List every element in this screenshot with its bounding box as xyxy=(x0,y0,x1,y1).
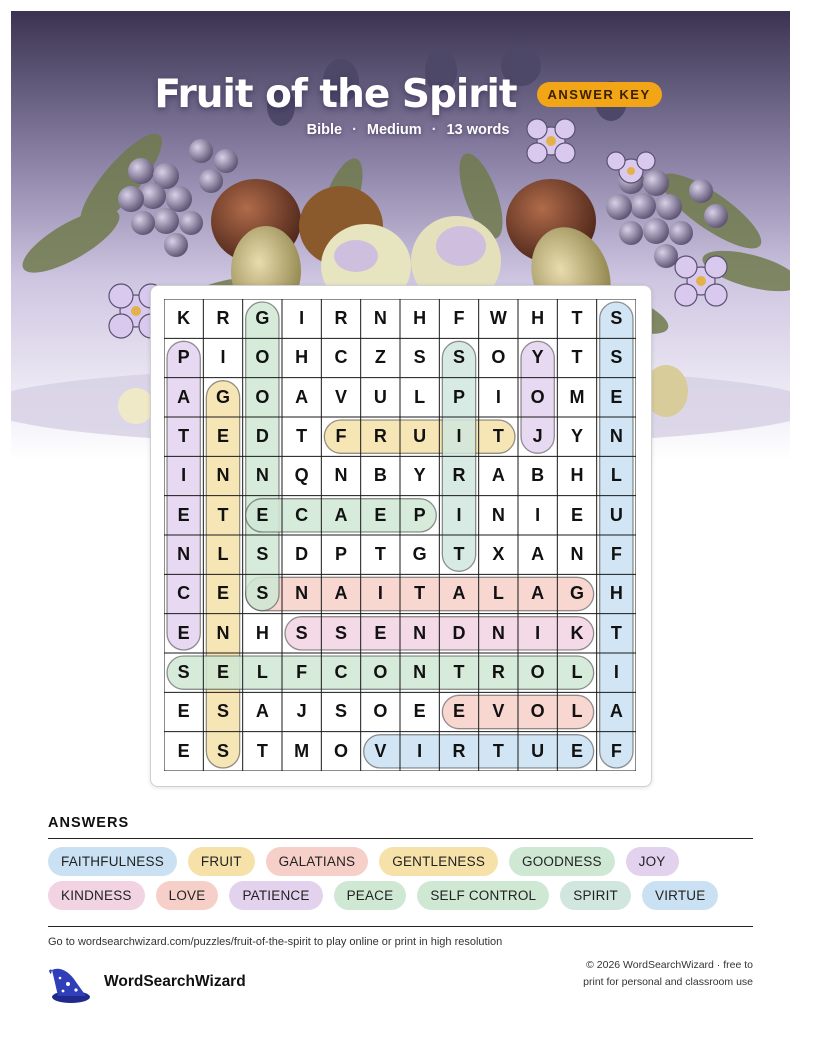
grid-cell[interactable]: E xyxy=(452,701,465,722)
grid-cell[interactable]: S xyxy=(256,583,269,604)
grid-cell[interactable]: T xyxy=(571,347,583,368)
grid-cell[interactable]: I xyxy=(535,622,541,643)
grid-cell[interactable]: S xyxy=(256,544,269,565)
grid-cell[interactable]: K xyxy=(570,622,584,643)
grid-cell[interactable]: F xyxy=(610,544,622,565)
grid-cell[interactable]: D xyxy=(295,544,309,565)
answer-chip-joy: JOY xyxy=(626,847,679,876)
grid-cell[interactable]: J xyxy=(532,426,543,447)
grid-cell[interactable]: N xyxy=(491,504,505,525)
grid-cell[interactable]: C xyxy=(177,583,191,604)
divider xyxy=(48,926,753,927)
grid-cell[interactable]: E xyxy=(256,504,269,525)
grid-cell[interactable]: L xyxy=(571,701,583,722)
grid-cell[interactable]: S xyxy=(413,347,426,368)
grid-cell[interactable]: A xyxy=(452,583,466,604)
grid-cell[interactable]: A xyxy=(177,386,191,407)
grid-cell[interactable]: G xyxy=(255,308,270,329)
grid-cell[interactable]: V xyxy=(374,740,387,761)
grid-cell[interactable]: T xyxy=(414,583,426,604)
grid-cell[interactable]: I xyxy=(417,740,423,761)
grid-cell[interactable]: L xyxy=(571,662,583,683)
grid-cell[interactable]: E xyxy=(177,701,190,722)
copyright-text: © 2026 WordSearchWizard · free to print for personal and classroom use xyxy=(583,959,753,988)
grid-cell[interactable]: U xyxy=(373,386,387,407)
answer-chip-peace: PEACE xyxy=(334,881,407,910)
difficulty-label: Medium xyxy=(366,122,422,138)
grid-cell[interactable]: Y xyxy=(531,347,544,368)
grid-cell[interactable]: E xyxy=(177,740,190,761)
answer-chip-goodness: GOODNESS xyxy=(509,847,615,876)
grid-cell[interactable]: T xyxy=(492,740,504,761)
meta-separator: · xyxy=(431,122,437,138)
grid-cell[interactable]: Y xyxy=(413,465,426,486)
grid-cell[interactable]: R xyxy=(452,465,466,486)
grid-cell[interactable]: R xyxy=(452,740,466,761)
grid-cell[interactable]: T xyxy=(610,622,622,643)
answers-list xyxy=(48,847,758,910)
grid-cell[interactable]: T xyxy=(453,662,465,683)
grid-cell[interactable]: O xyxy=(373,662,388,683)
grid-cell[interactable]: O xyxy=(530,701,545,722)
grid-cell[interactable]: S xyxy=(216,701,229,722)
page-title: Fruit of the Spirit xyxy=(154,72,517,117)
category-label: Bible xyxy=(306,122,343,138)
grid-cell[interactable]: N xyxy=(373,308,387,329)
grid-cell[interactable]: E xyxy=(177,504,190,525)
grid-cell[interactable]: T xyxy=(178,426,190,447)
divider xyxy=(48,838,753,839)
grid-cell[interactable]: L xyxy=(414,386,426,407)
brand-name[interactable]: WordSearchWizard xyxy=(104,973,246,990)
grid-cell[interactable]: I xyxy=(535,504,541,525)
grid-cell[interactable]: S xyxy=(334,701,347,722)
grid-cell[interactable]: K xyxy=(177,308,191,329)
grid-cell[interactable]: O xyxy=(491,347,506,368)
grid-cell[interactable]: E xyxy=(216,426,229,447)
grid-cell[interactable]: M xyxy=(569,386,585,407)
grid-cell[interactable]: Z xyxy=(374,347,386,368)
grid-cell[interactable]: E xyxy=(374,622,387,643)
grid-cell[interactable]: I xyxy=(377,583,383,604)
grid-cell[interactable]: N xyxy=(491,622,505,643)
grid-cell[interactable]: M xyxy=(294,740,310,761)
grid-cell[interactable]: N xyxy=(609,426,623,447)
grid-cell[interactable]: E xyxy=(216,583,229,604)
grid-cell[interactable]: A xyxy=(531,544,545,565)
grid-cell[interactable]: E xyxy=(570,504,583,525)
grid-cell[interactable]: C xyxy=(295,504,309,525)
grid-cell[interactable]: L xyxy=(256,662,268,683)
grid-cell[interactable]: B xyxy=(531,465,545,486)
answer-chip-self-control: SELF CONTROL xyxy=(417,881,549,910)
grid-cell[interactable]: X xyxy=(492,544,505,565)
grid-cell[interactable]: O xyxy=(255,347,270,368)
grid-cell[interactable]: Y xyxy=(570,426,583,447)
grid-cell[interactable]: N xyxy=(413,622,427,643)
grid-cell[interactable]: O xyxy=(373,701,388,722)
grid-cell[interactable]: U xyxy=(531,740,545,761)
grid-cell[interactable]: D xyxy=(255,426,269,447)
meta-separator: · xyxy=(352,122,357,138)
grid-cell[interactable]: F xyxy=(453,308,465,329)
grid-cell[interactable]: R xyxy=(373,426,387,447)
title-row xyxy=(0,72,816,117)
grid-cell[interactable]: A xyxy=(334,504,348,525)
grid-cell[interactable]: F xyxy=(296,662,308,683)
grid-cell[interactable]: H xyxy=(570,465,584,486)
grid-cell[interactable]: I xyxy=(456,426,462,447)
grid-cell[interactable]: S xyxy=(295,622,308,643)
grid-cell[interactable]: O xyxy=(530,386,545,407)
grid-cell[interactable]: L xyxy=(217,544,229,565)
grid-cell[interactable]: S xyxy=(177,662,190,683)
answer-chip-spirit: SPIRIT xyxy=(560,881,631,910)
grid-cell[interactable]: H xyxy=(255,622,269,643)
grid-cell[interactable]: H xyxy=(609,583,623,604)
grid-cell[interactable]: G xyxy=(569,583,584,604)
grid-cell[interactable]: A xyxy=(491,465,505,486)
wizard-hat-icon xyxy=(46,962,92,1006)
grid-cell[interactable]: I xyxy=(613,662,619,683)
grid-cell[interactable]: R xyxy=(216,308,230,329)
puzzle-meta xyxy=(0,122,816,138)
answer-chip-gentleness: GENTLENESS xyxy=(379,847,498,876)
grid-cell[interactable]: V xyxy=(492,701,505,722)
grid-cell[interactable]: A xyxy=(255,701,269,722)
grid-cell[interactable]: O xyxy=(255,386,270,407)
grid-cell[interactable]: A xyxy=(295,386,309,407)
answer-chip-virtue: VIRTUE xyxy=(642,881,718,910)
grid-cell[interactable]: D xyxy=(452,622,466,643)
grid-cell[interactable]: T xyxy=(256,740,268,761)
grid-cell[interactable]: R xyxy=(491,662,505,683)
grid-cell[interactable]: J xyxy=(296,701,307,722)
grid-cells xyxy=(164,299,636,771)
grid-cell[interactable]: F xyxy=(335,426,347,447)
grid-cell[interactable]: E xyxy=(374,504,387,525)
grid-cell[interactable]: I xyxy=(220,347,226,368)
grid-cell[interactable]: E xyxy=(413,701,426,722)
grid-cell[interactable]: A xyxy=(609,701,623,722)
grid-cell[interactable]: O xyxy=(333,740,348,761)
answer-chip-galatians: GALATIANS xyxy=(266,847,369,876)
grid-cell[interactable]: S xyxy=(452,347,465,368)
answers-heading: ANSWERS xyxy=(48,815,130,831)
grid-cell[interactable]: E xyxy=(570,740,583,761)
answer-chip-faithfulness: FAITHFULNESS xyxy=(48,847,177,876)
grid-cell[interactable]: C xyxy=(334,347,348,368)
grid-cell[interactable]: P xyxy=(452,386,465,407)
grid-cell[interactable]: S xyxy=(610,308,623,329)
grid-cell[interactable]: E xyxy=(610,386,623,407)
answer-chip-patience: PATIENCE xyxy=(229,881,322,910)
grid-cell[interactable]: G xyxy=(215,386,230,407)
answer-chip-kindness: KINDNESS xyxy=(48,881,145,910)
grid-cell[interactable]: G xyxy=(412,544,427,565)
grid-cell[interactable]: N xyxy=(255,465,269,486)
grid-cell[interactable]: I xyxy=(495,386,501,407)
grid-cell[interactable]: N xyxy=(177,544,191,565)
answer-chip-fruit: FRUIT xyxy=(188,847,255,876)
grid-cell[interactable]: A xyxy=(334,583,348,604)
grid-cell[interactable]: T xyxy=(453,544,465,565)
grid-cell[interactable]: Q xyxy=(294,465,309,486)
grid-cell[interactable]: P xyxy=(334,544,347,565)
word-search-grid[interactable] xyxy=(164,299,636,771)
grid-cell[interactable]: S xyxy=(216,740,229,761)
grid-cell[interactable]: S xyxy=(610,347,623,368)
grid-cell[interactable]: C xyxy=(334,662,348,683)
grid-cell[interactable]: E xyxy=(177,622,190,643)
grid-cell[interactable]: N xyxy=(216,622,230,643)
grid-cell[interactable]: N xyxy=(334,465,348,486)
grid-cell[interactable]: U xyxy=(609,504,623,525)
grid-cell[interactable]: N xyxy=(413,662,427,683)
grid-cell[interactable]: L xyxy=(610,465,622,486)
grid-cell[interactable]: O xyxy=(530,662,545,683)
grid-cell[interactable]: N xyxy=(295,583,309,604)
grid-cell[interactable]: I xyxy=(456,504,462,525)
grid-cell[interactable]: H xyxy=(413,308,427,329)
grid-cell[interactable]: S xyxy=(334,622,347,643)
grid-cell[interactable]: T xyxy=(374,544,386,565)
footer-url-text[interactable]: Go to wordsearchwizard.com/puzzles/fruit-of-the-spirit to play online or print in high resolution xyxy=(48,936,503,948)
grid-cell[interactable]: P xyxy=(413,504,426,525)
answer-chip-love: LOVE xyxy=(156,881,219,910)
grid-cell[interactable]: P xyxy=(177,347,190,368)
word-count-label: 13 words xyxy=(446,122,510,138)
grid-cell[interactable]: H xyxy=(531,308,545,329)
grid-cell[interactable]: R xyxy=(334,308,348,329)
grid-cell[interactable]: T xyxy=(492,426,504,447)
grid-cell[interactable]: A xyxy=(531,583,545,604)
grid-cell[interactable]: I xyxy=(181,465,187,486)
grid-cell[interactable]: H xyxy=(295,347,309,368)
grid-cell[interactable]: U xyxy=(413,426,427,447)
grid-cell[interactable]: T xyxy=(296,426,308,447)
grid-cell[interactable]: L xyxy=(492,583,504,604)
grid-cell[interactable]: W xyxy=(489,308,507,329)
grid-cell[interactable]: N xyxy=(570,544,584,565)
answer-key-badge: ANSWER KEY xyxy=(537,82,662,107)
grid-cell[interactable]: T xyxy=(217,504,229,525)
grid-cell[interactable]: I xyxy=(299,308,305,329)
grid-cell[interactable]: T xyxy=(571,308,583,329)
grid-cell[interactable]: V xyxy=(334,386,347,407)
grid-cell[interactable]: B xyxy=(373,465,387,486)
grid-cell[interactable]: E xyxy=(216,662,229,683)
grid-cell[interactable]: F xyxy=(610,740,622,761)
grid-cell[interactable]: N xyxy=(216,465,230,486)
